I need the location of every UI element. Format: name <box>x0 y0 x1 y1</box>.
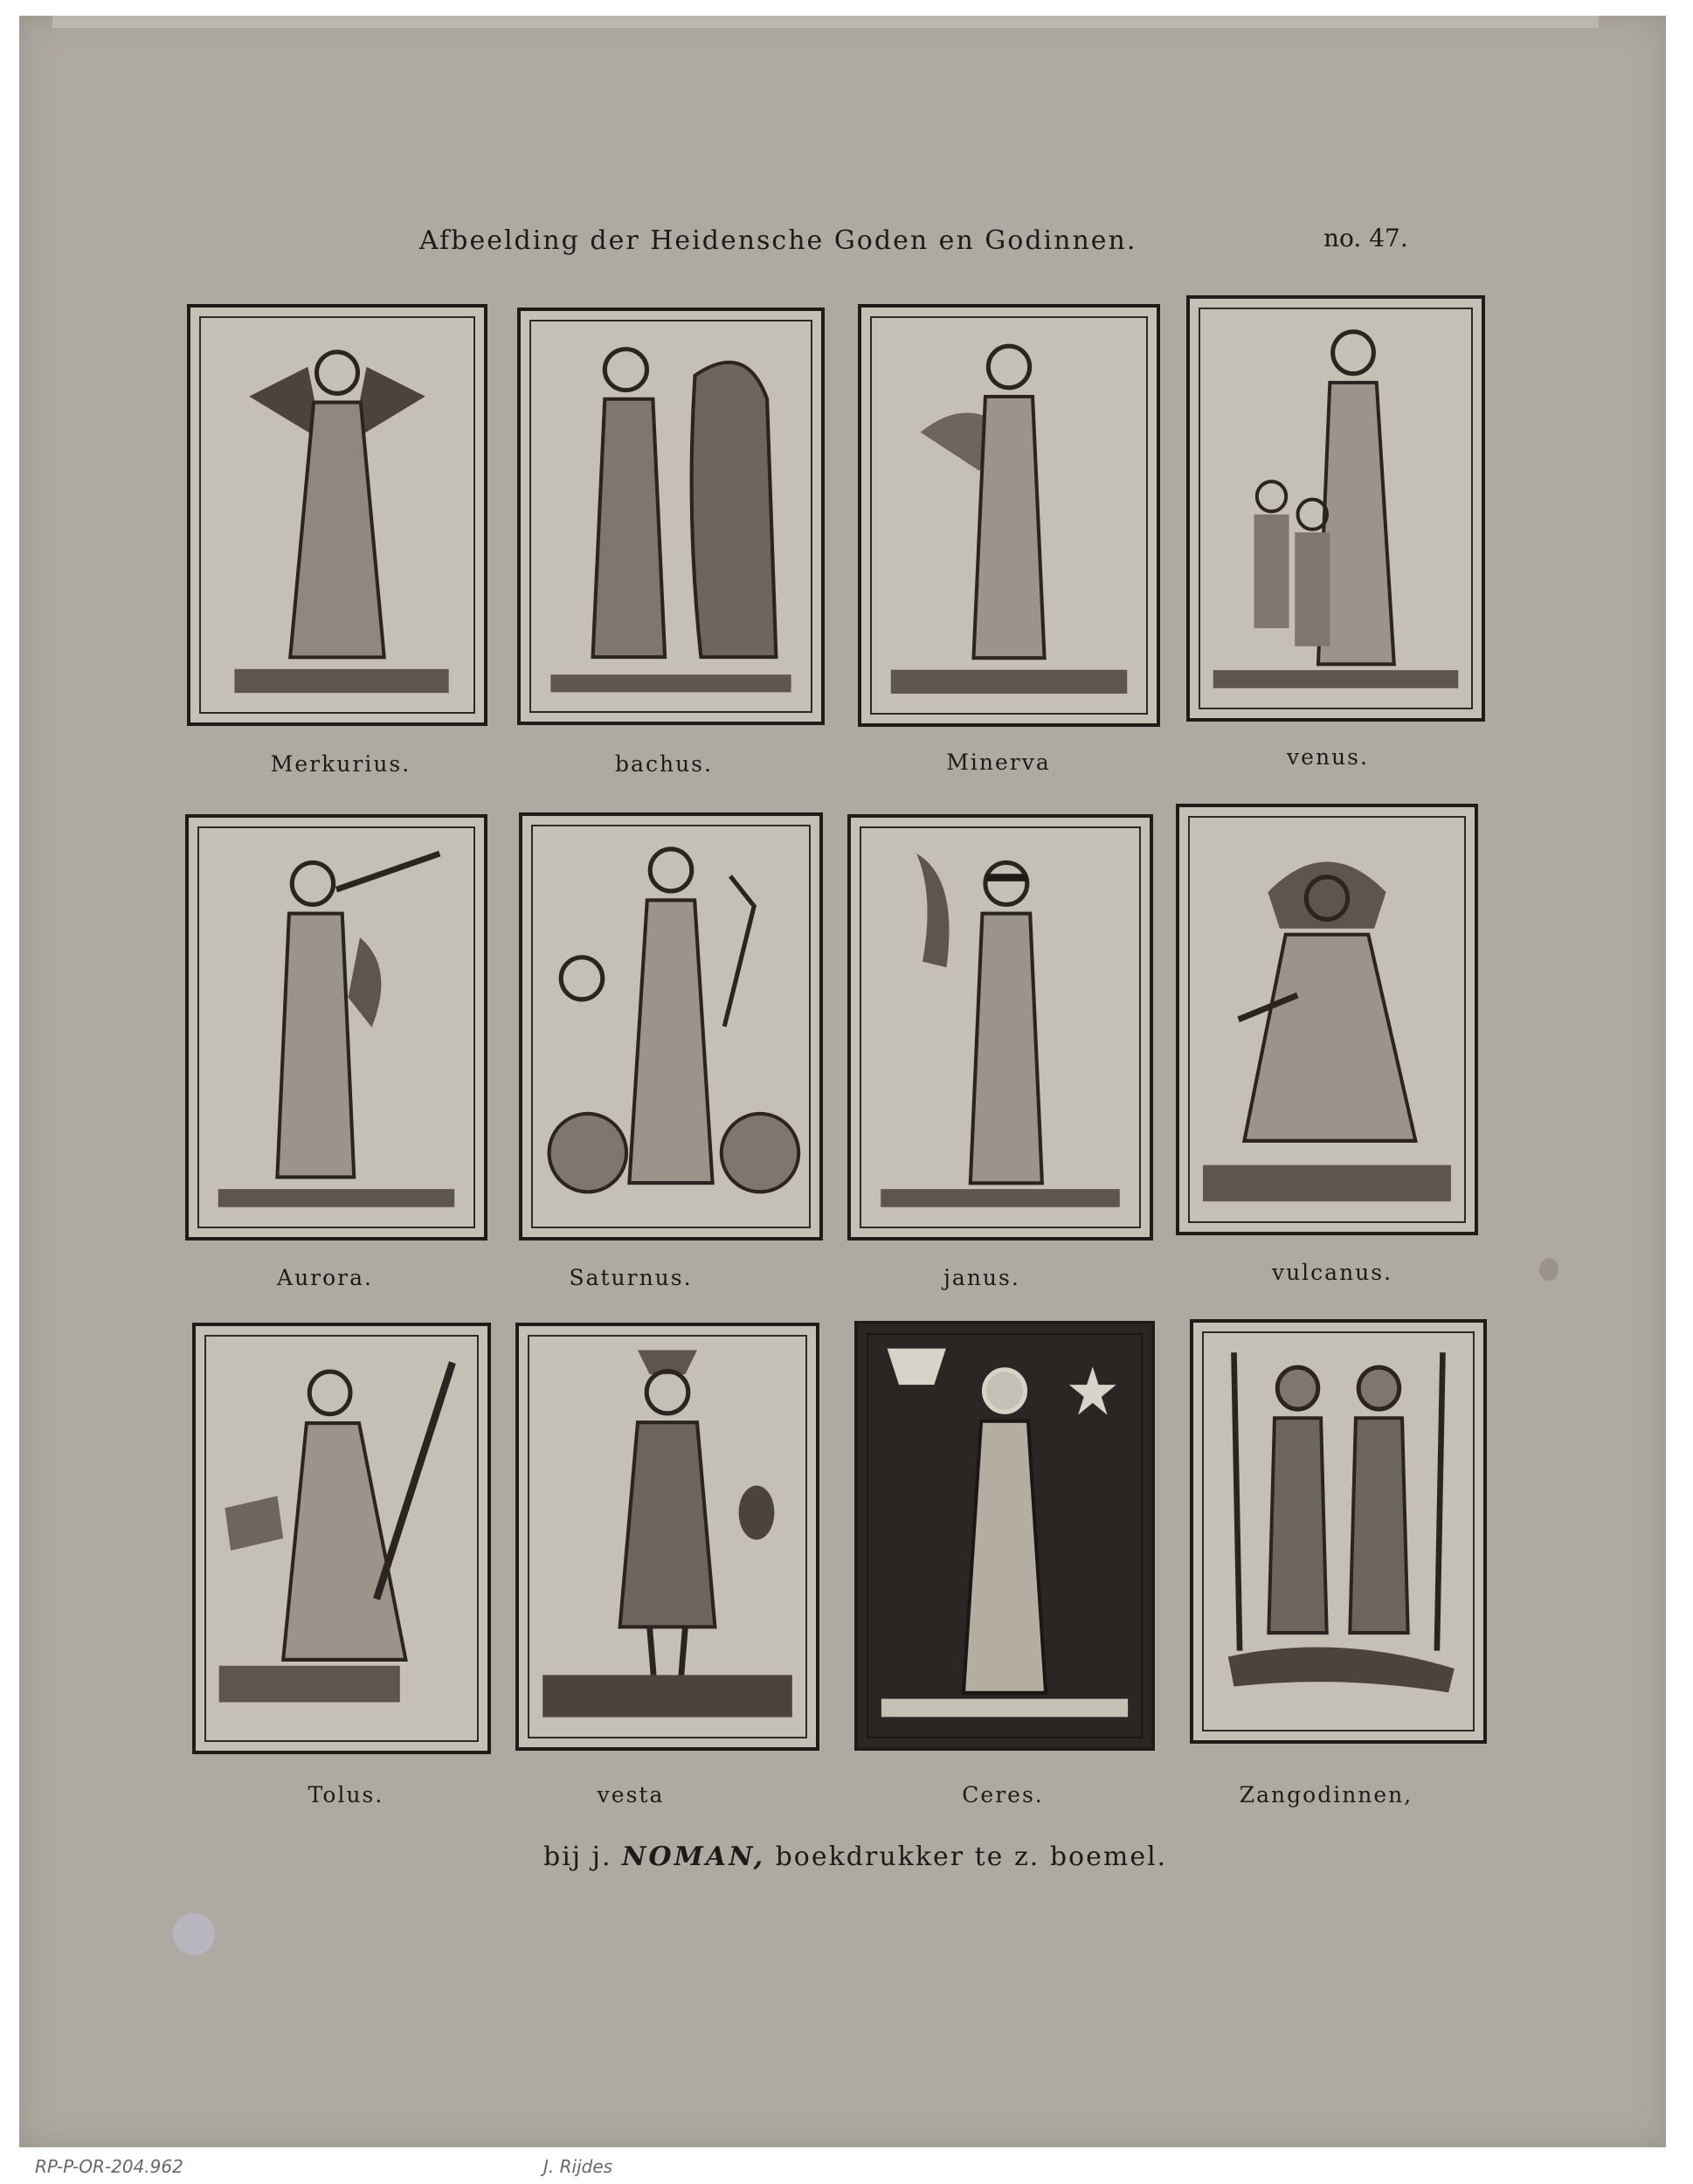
card-caption: janus. <box>943 1265 1020 1290</box>
seated-figure-icon <box>1179 807 1475 1232</box>
woodcut-card <box>192 1323 491 1754</box>
page-title: Afbeelding der Heidensche Goden en Godinnen. <box>419 225 1137 256</box>
woodcut-card <box>515 1323 819 1751</box>
card-caption: Zangodinnen, <box>1239 1782 1413 1807</box>
card-caption: Saturnus. <box>569 1265 693 1290</box>
collector-signature: J. Rijdes <box>543 2156 613 2177</box>
figure-with-bird-icon <box>189 818 484 1237</box>
page-number: no. 47. <box>1323 224 1408 252</box>
paper-stain <box>173 1913 215 1955</box>
paper-stain <box>1539 1258 1558 1281</box>
printer-name: NOMAN, <box>622 1842 766 1872</box>
imprint-line <box>543 1842 1167 1872</box>
woodcut-card <box>1190 1319 1487 1744</box>
woodcut-card <box>847 814 1153 1241</box>
woodcut-card <box>858 304 1160 727</box>
figure-with-purse-icon <box>519 1326 816 1747</box>
woodcut-card <box>185 814 487 1241</box>
card-caption: venus. <box>1287 744 1369 770</box>
woodcut-card <box>187 304 487 726</box>
card-caption: Ceres. <box>962 1782 1044 1807</box>
woodcut-card <box>1186 295 1485 722</box>
woodcut-card <box>854 1321 1155 1751</box>
card-caption: vesta <box>597 1782 665 1807</box>
card-caption: vulcanus. <box>1271 1260 1393 1285</box>
figure-with-horse-icon <box>521 311 821 722</box>
card-caption: Tolus. <box>308 1782 384 1807</box>
card-caption: Aurora. <box>277 1265 373 1290</box>
card-caption: Minerva <box>946 750 1051 775</box>
card-caption: Merkurius. <box>270 751 411 777</box>
two-warriors-icon <box>1193 1323 1483 1740</box>
card-caption: bachus. <box>615 751 713 777</box>
imprint-suffix: boekdrukker te z. boemel. <box>775 1842 1168 1872</box>
figure-with-cherubs-icon <box>1190 299 1482 718</box>
figure-with-globes-icon <box>522 816 819 1237</box>
figure-with-bird-icon <box>861 308 1157 723</box>
torn-top-edge <box>52 16 1599 28</box>
winged-figure-icon <box>190 308 484 722</box>
woodcut-card <box>1176 804 1478 1235</box>
blindfolded-figure-icon <box>851 818 1150 1237</box>
woodcut-card <box>517 308 825 725</box>
seated-reader-icon <box>196 1326 487 1751</box>
inventory-number: RP-P-OR-204.962 <box>35 2156 183 2177</box>
woodcut-card <box>519 812 823 1241</box>
figure-with-lamp-icon <box>858 1324 1151 1747</box>
imprint-prefix: bij j. <box>543 1842 612 1872</box>
